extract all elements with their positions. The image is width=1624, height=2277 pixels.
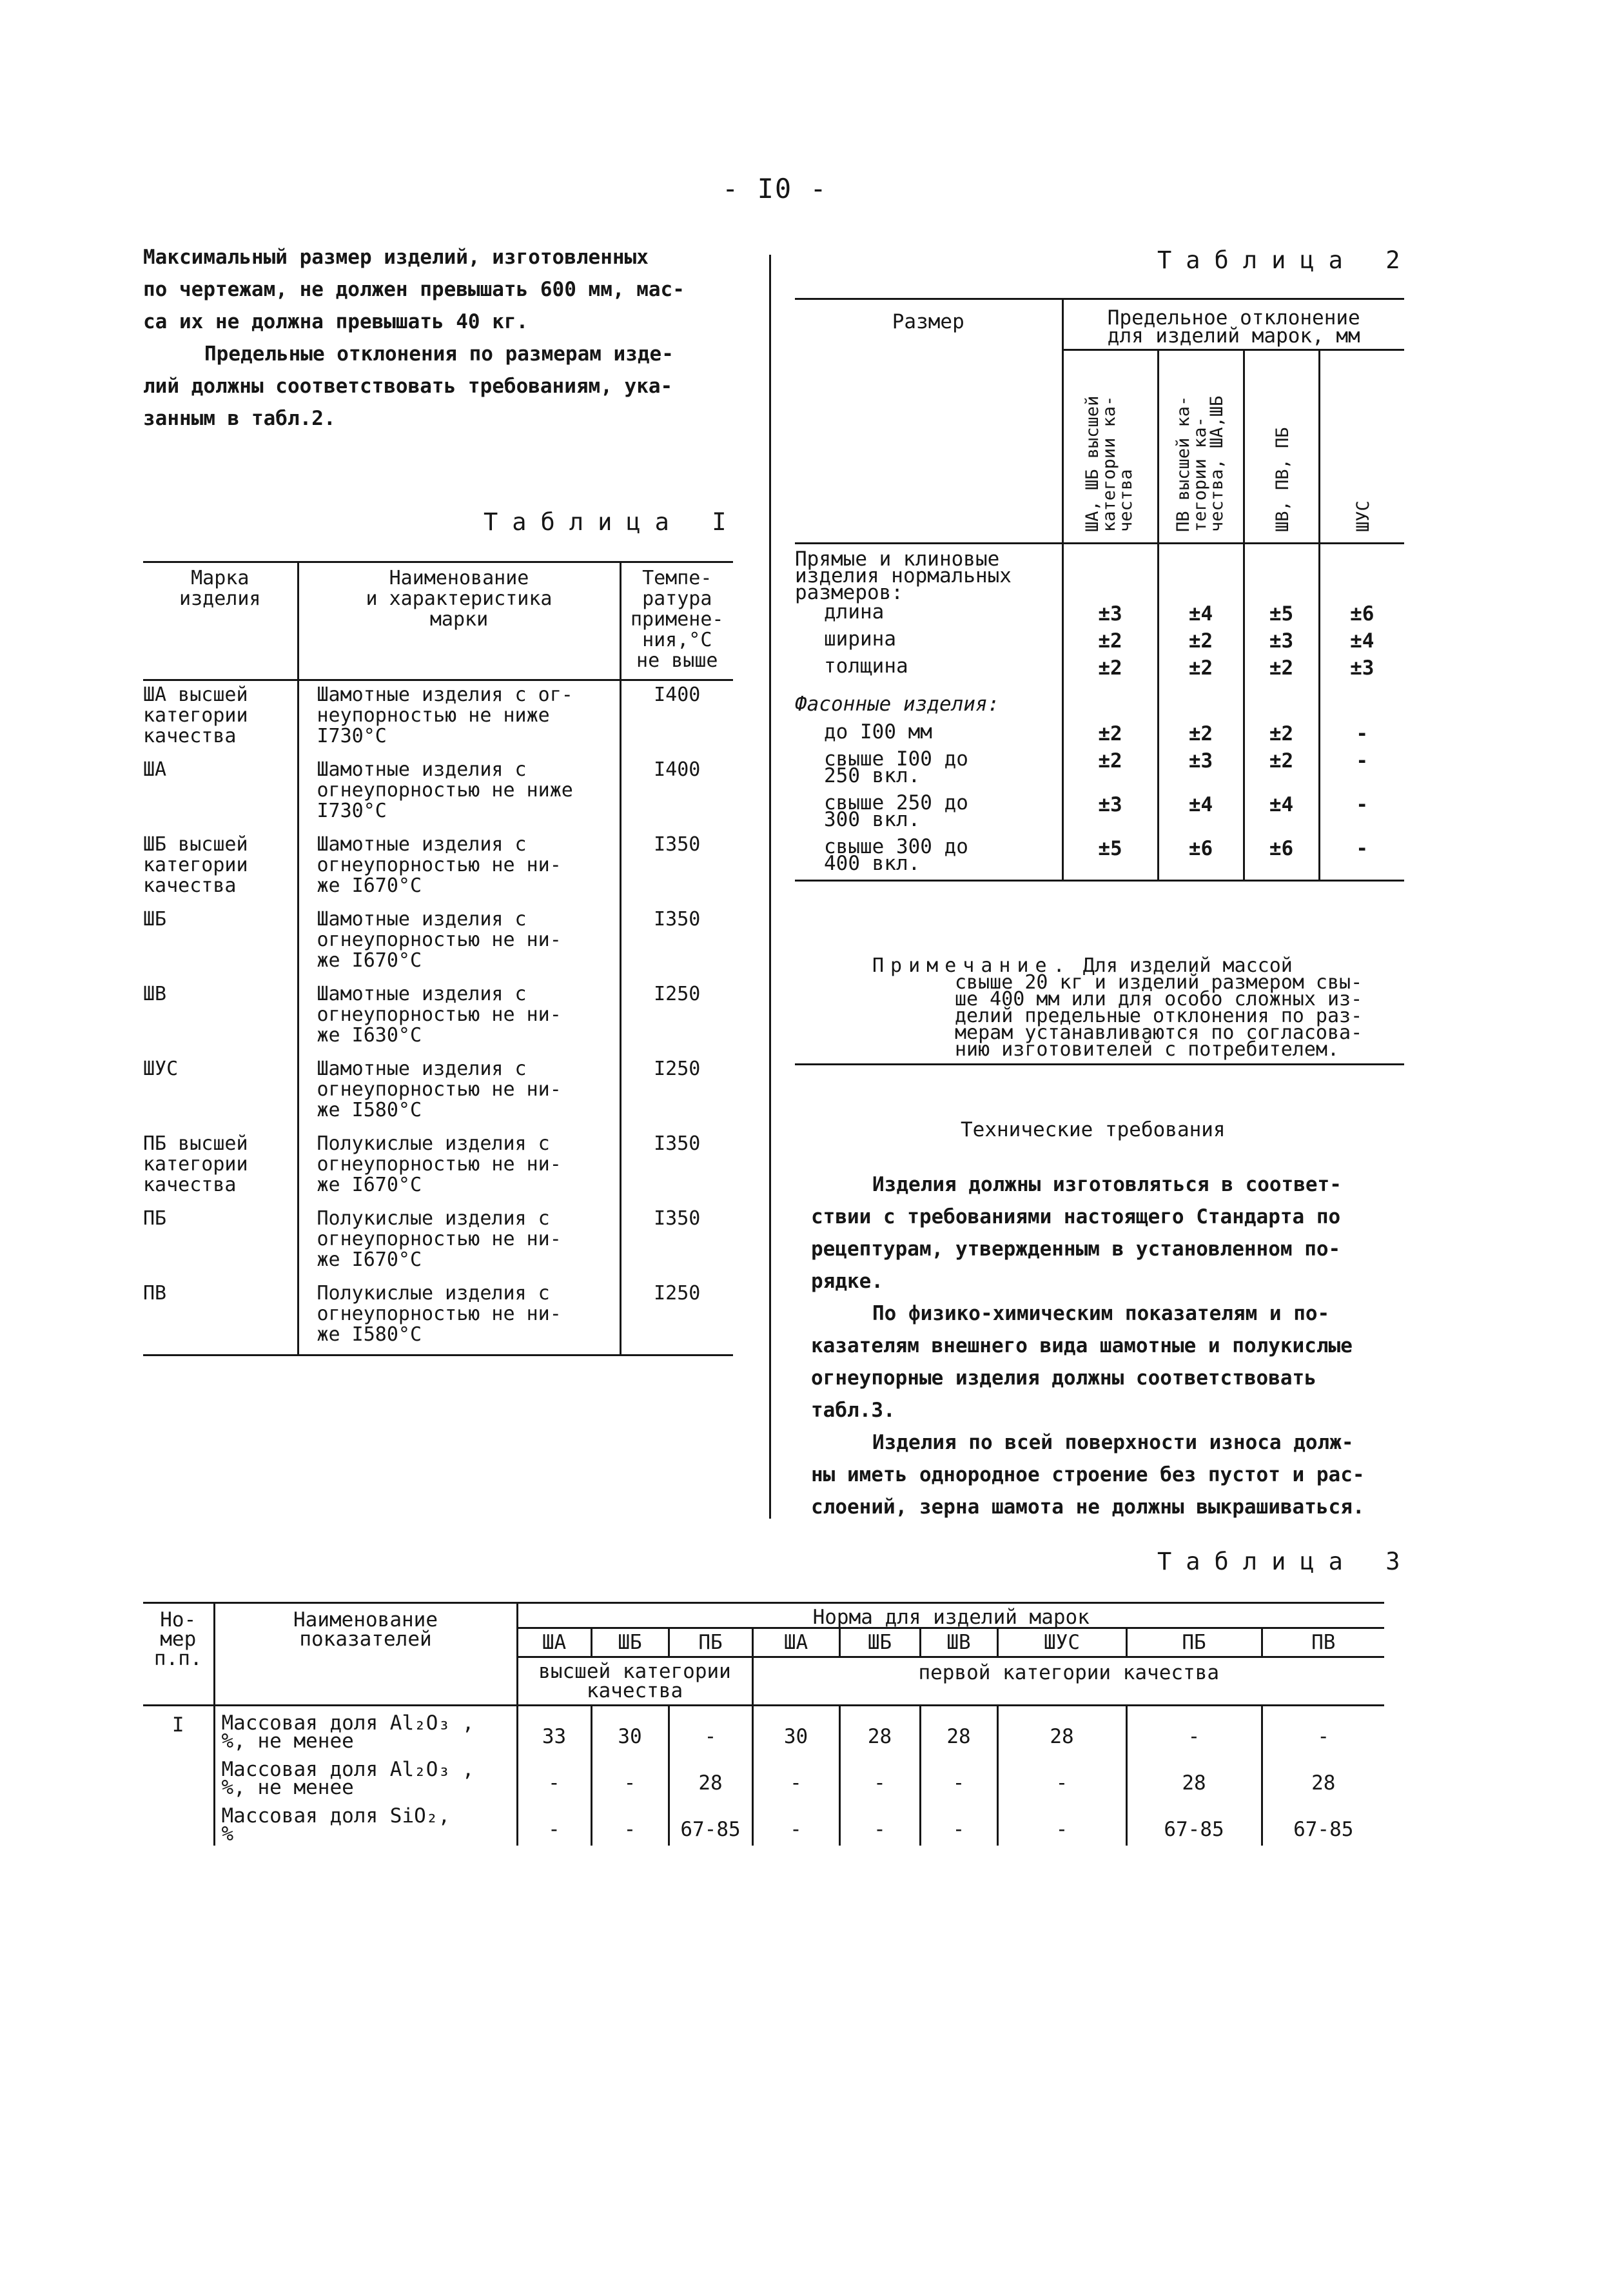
table-2 bbox=[795, 298, 1404, 882]
t3-value: - bbox=[920, 1753, 997, 1799]
t3-value: 67-85 bbox=[1262, 1799, 1384, 1846]
t2-row-label: до I00 мм bbox=[824, 720, 932, 744]
t2-empty-cell bbox=[1062, 682, 1158, 721]
note-line: мерам устанавливаются по согласова- bbox=[955, 1021, 1363, 1044]
t1-mark: ША bbox=[143, 758, 167, 781]
t1-desc: Шамотные изделия с огнеупорностью не ни- же I580°С bbox=[298, 1055, 620, 1130]
t2-subheader bbox=[1062, 350, 1158, 544]
t3-mark-header: ША bbox=[517, 1628, 591, 1657]
t1-desc: Шамотные изделия с огнеупорностью не ни- же I670°С bbox=[298, 831, 620, 905]
t1-desc: Шамотные изделия с огнеупорностью не ни- же I670°С bbox=[298, 905, 620, 980]
note-line: делий предельные отклонения по раз- bbox=[955, 1005, 1363, 1027]
text-line: занным в табл.2. bbox=[143, 407, 336, 430]
t2-value: ±4 bbox=[1158, 601, 1244, 628]
t2-empty-cell bbox=[1244, 544, 1319, 602]
text-line: лий должны соответствовать требованиям, ука- bbox=[143, 375, 673, 398]
t3-value: 30 bbox=[752, 1706, 839, 1753]
text-line: по чертежам, не должен превышать 600 мм, мас- bbox=[143, 278, 685, 301]
t3-value: - bbox=[591, 1753, 669, 1799]
t2-value: - bbox=[1319, 792, 1404, 836]
t3-value: 33 bbox=[517, 1706, 591, 1753]
t3-mark-header: ПВ bbox=[1262, 1628, 1384, 1657]
t3-value: 28 bbox=[669, 1753, 752, 1799]
t1-mark: ПБ bbox=[143, 1207, 167, 1230]
t3-mark-header: ШУС bbox=[997, 1628, 1126, 1657]
t1-temp: I400 bbox=[654, 758, 701, 781]
t3-row-num bbox=[143, 1753, 214, 1799]
t3-value: - bbox=[839, 1753, 920, 1799]
t2-value: - bbox=[1319, 836, 1404, 881]
t2-subheader-label: ША, ШБ высшей категории ка- чества bbox=[1082, 395, 1136, 532]
t1-desc: Шамотные изделия с огнеупорностью не ни- же I630°С bbox=[298, 980, 620, 1055]
t2-value: ±3 bbox=[1244, 628, 1319, 655]
note-line: Для изделий массой bbox=[1082, 954, 1293, 977]
t2-empty-cell bbox=[1319, 682, 1404, 721]
t2-empty-cell bbox=[1319, 544, 1404, 602]
text-line: Максимальный размер изделий, изготовленных bbox=[143, 246, 649, 269]
t2-value: ±3 bbox=[1319, 655, 1404, 682]
t3-value: - bbox=[997, 1753, 1126, 1799]
t1-desc: Полукислые изделия с огнеупорностью не ни- же I670°С bbox=[298, 1205, 620, 1279]
t3-value: - bbox=[1126, 1706, 1262, 1753]
t3-mark-header: ШБ bbox=[591, 1628, 669, 1657]
t2-value: - bbox=[1319, 748, 1404, 792]
t2-group-row bbox=[795, 544, 1404, 602]
t2-value: ±6 bbox=[1319, 601, 1404, 628]
t3-cat-high: высшей категории качества bbox=[517, 1657, 752, 1706]
t2-row bbox=[795, 628, 1404, 655]
t2-value: ±2 bbox=[1158, 628, 1244, 655]
t1-temp: I350 bbox=[654, 833, 701, 856]
t3-value: - bbox=[752, 1799, 839, 1846]
t3-row-num bbox=[143, 1799, 214, 1846]
t3-row-name: Массовая доля Al₂O₃ , %, не менее bbox=[214, 1753, 517, 1799]
t3-value: 28 bbox=[1126, 1753, 1262, 1799]
t2-row bbox=[795, 836, 1404, 881]
t2-value: ±3 bbox=[1062, 792, 1158, 836]
t1-temp: I350 bbox=[654, 1132, 701, 1155]
t2-value: ±2 bbox=[1244, 748, 1319, 792]
t1-desc: Полукислые изделия с огнеупорностью не ни- же I670°С bbox=[298, 1130, 620, 1205]
text-line: слоений, зерна шамота не должны выкрашиваться. bbox=[811, 1495, 1365, 1519]
t2-value: ±4 bbox=[1319, 628, 1404, 655]
table2-caption: Таблица 2 bbox=[1157, 246, 1414, 274]
t3-row bbox=[143, 1706, 1384, 1753]
t2-row bbox=[795, 601, 1404, 628]
t3-value: 28 bbox=[997, 1706, 1126, 1753]
t3-value: 28 bbox=[839, 1706, 920, 1753]
table-3 bbox=[143, 1602, 1384, 1846]
t1-row bbox=[143, 1205, 733, 1279]
t2-value: ±2 bbox=[1062, 748, 1158, 792]
t3-header-name: Наименование показателей bbox=[214, 1603, 517, 1706]
t1-row bbox=[143, 1279, 733, 1355]
t1-temp: I350 bbox=[654, 908, 701, 931]
t2-row-label: длина bbox=[824, 600, 885, 624]
t1-row bbox=[143, 756, 733, 831]
tech-paragraph bbox=[811, 1168, 1365, 1523]
t1-row bbox=[143, 680, 733, 756]
t2-value: ±2 bbox=[1158, 721, 1244, 748]
t1-temp: I250 bbox=[654, 1282, 701, 1305]
note-title: Примечание. bbox=[872, 954, 1071, 977]
t3-value: - bbox=[920, 1799, 997, 1846]
t2-value: ±4 bbox=[1244, 792, 1319, 836]
text-line: казателям внешнего вида шамотные и полукислые bbox=[811, 1334, 1353, 1357]
t1-mark: ША высшей категории качества bbox=[143, 684, 248, 747]
t2-empty-cell bbox=[1062, 544, 1158, 602]
t3-value: - bbox=[517, 1753, 591, 1799]
t2-note bbox=[795, 954, 1404, 1065]
t3-row-name: Массовая доля SiO₂, % bbox=[214, 1799, 517, 1846]
t1-header-desc: Наименование и характеристика марки bbox=[298, 562, 620, 680]
t3-mark-header: ША bbox=[752, 1628, 839, 1657]
t2-value: ±3 bbox=[1062, 601, 1158, 628]
t3-value: - bbox=[997, 1799, 1126, 1846]
text-line: Предельные отклонения по размерам изде- bbox=[204, 342, 674, 366]
t2-row-label: свыше 250 до 300 вкл. bbox=[824, 791, 968, 831]
t2-group-label: Фасонные изделия: bbox=[795, 693, 1000, 716]
t2-empty-cell bbox=[1158, 682, 1244, 721]
t2-subheader bbox=[1319, 350, 1404, 544]
t2-subheader bbox=[1244, 350, 1319, 544]
column-divider bbox=[769, 255, 771, 1519]
t2-row bbox=[795, 748, 1404, 792]
t2-subheader-label: ПВ высшей ка- тегории ка- чества, ША,ШБ bbox=[1173, 395, 1227, 532]
t2-group-label: Прямые и клиновые изделия нормальных размеров: bbox=[795, 547, 1012, 604]
t2-value: ±6 bbox=[1244, 836, 1319, 881]
t3-row bbox=[143, 1753, 1384, 1799]
t3-value: - bbox=[669, 1706, 752, 1753]
t2-empty-cell bbox=[1158, 544, 1244, 602]
t3-value: 67-85 bbox=[669, 1799, 752, 1846]
t2-row-label: толщина bbox=[824, 655, 908, 678]
text-line: са их не должна превышать 40 кг. bbox=[143, 310, 529, 333]
t1-mark: ПВ bbox=[143, 1282, 167, 1305]
t2-value: ±5 bbox=[1062, 836, 1158, 881]
t3-mark-header: ШВ bbox=[920, 1628, 997, 1657]
t2-header-deviation: Предельное отклонение для изделий марок, мм bbox=[1062, 299, 1404, 350]
t2-value: ±5 bbox=[1244, 601, 1319, 628]
t1-header-temp: Темпе- ратура примене- ния,°С не выше bbox=[631, 567, 724, 672]
t1-mark: ШУС bbox=[143, 1058, 179, 1080]
t2-subheader-label: ШВ, ПВ, ПБ bbox=[1272, 427, 1293, 532]
t2-value: ±2 bbox=[1158, 655, 1244, 682]
t3-value: - bbox=[1262, 1706, 1384, 1753]
t2-row bbox=[795, 655, 1404, 682]
t3-value: 28 bbox=[920, 1706, 997, 1753]
note-rule bbox=[795, 1063, 1404, 1065]
note-line: ше 400 мм или для особо сложных из- bbox=[955, 988, 1363, 1010]
t3-row-num: I bbox=[171, 1713, 184, 1737]
t3-header-num: Но- мер п.п. bbox=[153, 1608, 202, 1670]
t1-row bbox=[143, 980, 733, 1055]
table1-caption: Таблица I bbox=[484, 508, 741, 536]
tech-heading: Технические требования bbox=[961, 1118, 1226, 1141]
t1-row bbox=[143, 1055, 733, 1130]
t2-group-row bbox=[795, 682, 1404, 721]
t2-row bbox=[795, 721, 1404, 748]
page-number: - I0 - bbox=[722, 173, 828, 204]
text-line: табл.3. bbox=[811, 1399, 895, 1422]
t2-value: ±2 bbox=[1244, 655, 1319, 682]
t1-row bbox=[143, 831, 733, 905]
t2-row-label: свыше I00 до 250 вкл. bbox=[824, 747, 968, 787]
t3-row-name: Массовая доля Al₂O₃ , %, не менее bbox=[214, 1706, 517, 1753]
text-line: Изделия должны изготовляться в соответ- bbox=[872, 1173, 1342, 1196]
t2-value: ±2 bbox=[1244, 721, 1319, 748]
t3-value: - bbox=[591, 1799, 669, 1846]
t2-value: ±2 bbox=[1062, 655, 1158, 682]
t3-value: 28 bbox=[1262, 1753, 1384, 1799]
text-line: Изделия по всей поверхности износа долж- bbox=[872, 1431, 1354, 1454]
t3-header-norm: Норма для изделий марок bbox=[517, 1603, 1384, 1628]
t1-desc: Полукислые изделия с огнеупорностью не ни- же I580°С bbox=[298, 1279, 620, 1355]
text-line: ствии с требованиями настоящего Стандарта по bbox=[811, 1205, 1341, 1228]
t2-value: - bbox=[1319, 721, 1404, 748]
text-line: ны иметь однородное строение без пустот и рас- bbox=[811, 1463, 1365, 1486]
t1-row bbox=[143, 1130, 733, 1205]
t2-row-label: ширина bbox=[824, 627, 896, 651]
t1-temp: I400 bbox=[654, 684, 701, 706]
t1-temp: I250 bbox=[654, 983, 701, 1005]
t2-subheader-label: ШУС bbox=[1353, 500, 1373, 532]
t1-mark: ШБ высшей категории качества bbox=[143, 833, 248, 897]
t2-subheader bbox=[1158, 350, 1244, 544]
t2-value: ±2 bbox=[1062, 628, 1158, 655]
t3-cat-first: первой категории качества bbox=[752, 1657, 1384, 1706]
note-line: нию изготовителей с потребителем. bbox=[955, 1038, 1340, 1061]
t3-value: - bbox=[517, 1799, 591, 1846]
t1-header-mark: Марка изделия bbox=[179, 567, 261, 610]
t2-value: ±6 bbox=[1158, 836, 1244, 881]
t1-temp: I250 bbox=[654, 1058, 701, 1080]
text-line: огнеупорные изделия должны соответствовать bbox=[811, 1366, 1316, 1390]
t3-mark-header: ПБ bbox=[1126, 1628, 1262, 1657]
t3-value: 67-85 bbox=[1126, 1799, 1262, 1846]
t3-mark-header: ШБ bbox=[839, 1628, 920, 1657]
t2-value: ±4 bbox=[1158, 792, 1244, 836]
t3-row bbox=[143, 1799, 1384, 1846]
t3-value: - bbox=[839, 1799, 920, 1846]
t2-row bbox=[795, 792, 1404, 836]
text-line: По физико-химическим показателям и по- bbox=[872, 1302, 1330, 1325]
t1-mark: ШВ bbox=[143, 983, 167, 1005]
t1-desc: Шамотные изделия с огнеупорностью не ниже I730°С bbox=[298, 756, 620, 831]
text-line: рецептурам, утвержденным в установленном по- bbox=[811, 1237, 1341, 1261]
note-line: свыше 20 кг и изделий размером свы- bbox=[955, 971, 1363, 994]
t1-desc: Шамотные изделия с ог- неупорностью не ниже I730°С bbox=[298, 680, 620, 756]
t1-mark: ПБ высшей категории качества bbox=[143, 1132, 248, 1196]
t1-mark: ШБ bbox=[143, 908, 167, 931]
left-paragraph bbox=[143, 241, 685, 435]
t2-empty-cell bbox=[1244, 682, 1319, 721]
t3-value: - bbox=[752, 1753, 839, 1799]
t3-value: 30 bbox=[591, 1706, 669, 1753]
t2-value: ±3 bbox=[1158, 748, 1244, 792]
table3-caption: Таблица 3 bbox=[1157, 1548, 1414, 1575]
t2-header-size: Размер bbox=[795, 299, 1062, 544]
t2-value: ±2 bbox=[1062, 721, 1158, 748]
t1-row bbox=[143, 905, 733, 980]
t2-row-label: свыше 300 до 400 вкл. bbox=[824, 835, 968, 875]
table-1 bbox=[143, 561, 733, 1356]
t3-mark-header: ПБ bbox=[669, 1628, 752, 1657]
t1-temp: I350 bbox=[654, 1207, 701, 1230]
text-line: рядке. bbox=[811, 1270, 883, 1293]
